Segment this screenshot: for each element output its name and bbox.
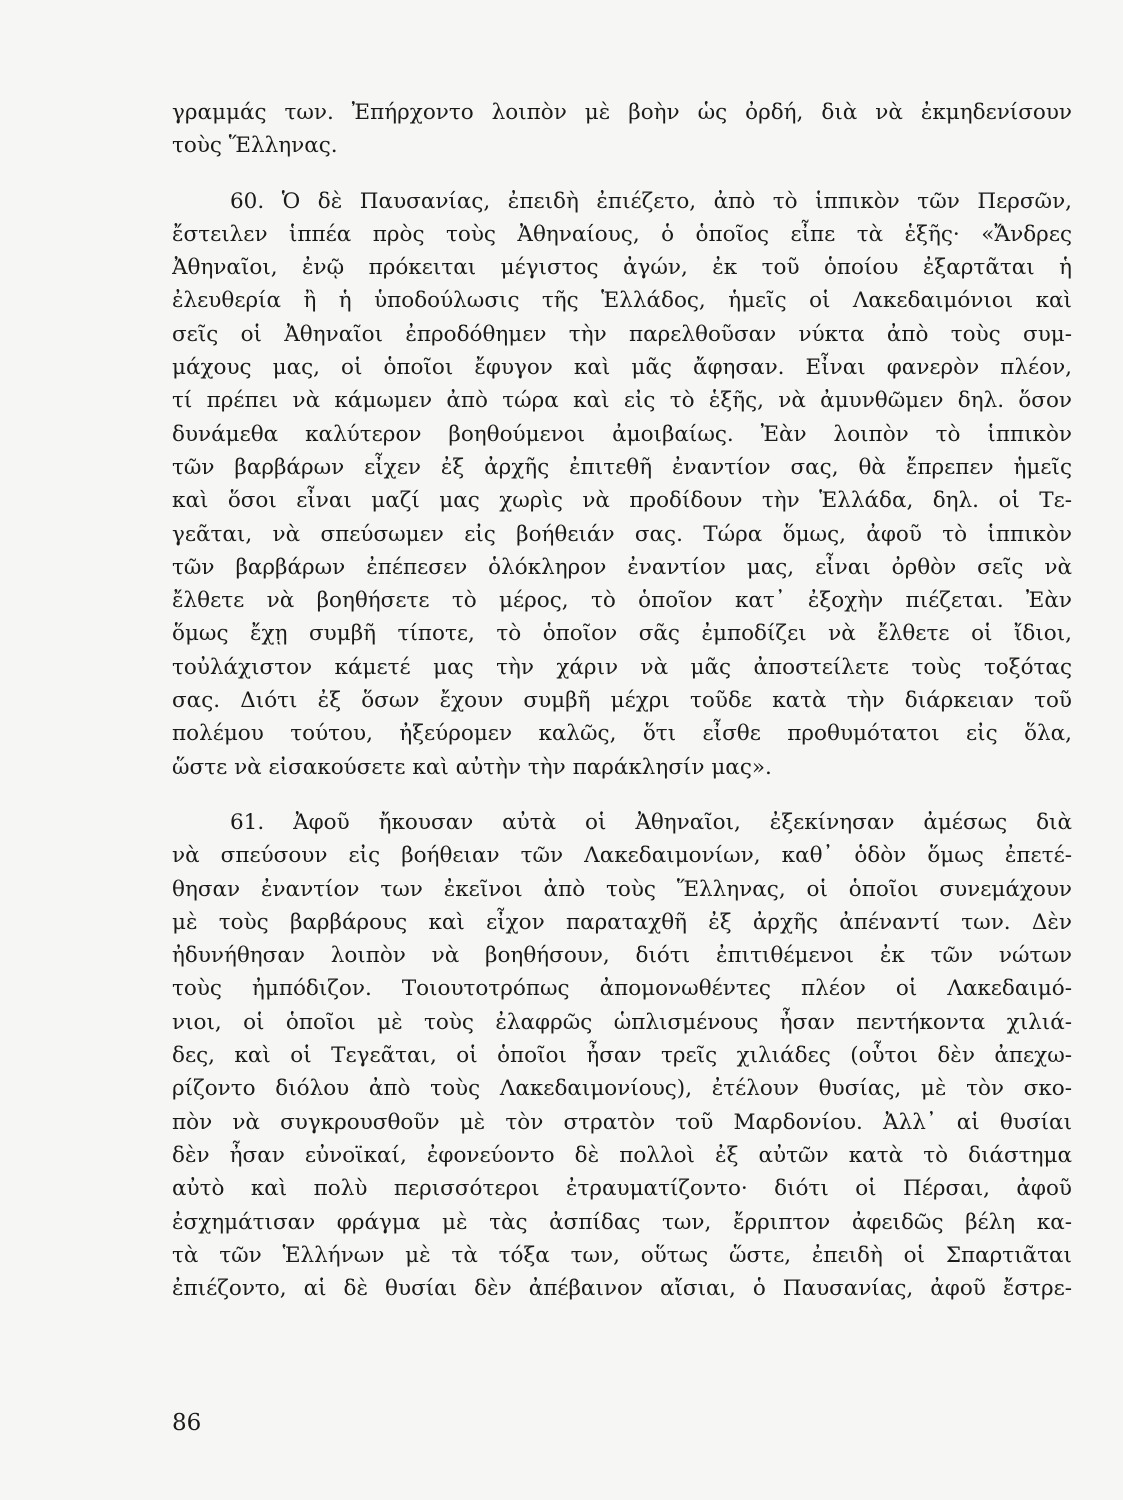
- text-line: ἐπιέζοντο, αἱ δὲ θυσίαι δὲν ἀπέβαινον αἴσιαι, ὁ Παυσανίας, ἀφοῦ ἔστρε-: [172, 1276, 1072, 1302]
- text-line: γεᾶται, νὰ σπεύσωμεν εἰς βοήθειάν σας. Τώρα ὅμως, ἀφοῦ τὸ ἱππικὸν: [172, 521, 1072, 547]
- text-line: τοὐλάχιστον κάμετέ μας τὴν χάριν νὰ μᾶς ἀποστείλετε τοὺς τοξότας: [172, 654, 1072, 680]
- text-line: τοὺς ἠμπόδιζον. Τοιουτοτρόπως ἀπομονωθέντες πλέον οἱ Λακεδαιμό-: [172, 976, 1072, 1002]
- text-line: ἔστειλεν ἱππέα πρὸς τοὺς Ἀθηναίους, ὁ ὁποῖος εἶπε τὰ ἑξῆς· «Ἄνδρες: [172, 221, 1072, 247]
- paragraph-continuation: [172, 96, 1072, 163]
- text-line: καὶ ὅσοι εἶναι μαζί μας χωρὶς νὰ προδίδουν τὴν Ἑλλάδα, δηλ. οἱ Τε-: [172, 488, 1072, 514]
- text-line: ὅμως ἔχῃ συμβῆ τίποτε, τὸ ὁποῖον σᾶς ἐμποδίζει νὰ ἔλθετε οἱ ἴδιοι,: [172, 621, 1072, 647]
- text-line: σας. Διότι ἐξ ὅσων ἔχουν συμβῆ μέχρι τοῦδε κατὰ τὴν διάρκειαν τοῦ: [172, 688, 1072, 714]
- paragraph-61: [172, 806, 1072, 1305]
- text-line: αὐτὸ καὶ πολὺ περισσότεροι ἐτραυματίζοντο· διότι οἱ Πέρσαι, ἀφοῦ: [172, 1176, 1072, 1202]
- paragraph-60: [172, 185, 1072, 784]
- text-line: νιοι, οἱ ὁποῖοι μὲ τοὺς ἐλαφρῶς ὡπλισμένους ἦσαν πεντήκοντα χιλιά-: [172, 1009, 1072, 1035]
- text-line: τί πρέπει νὰ κάμωμεν ἀπὸ τώρα καὶ εἰς τὸ ἑξῆς, νὰ ἀμυνθῶμεν δηλ. ὅσον: [172, 388, 1072, 414]
- text-line: ἠδυνήθησαν λοιπὸν νὰ βοηθήσουν, διότι ἐπιτιθέμενοι ἐκ τῶν νώτων: [172, 943, 1072, 969]
- text-line: 61. Ἀφοῦ ἤκουσαν αὐτὰ οἱ Ἀθηναῖοι, ἐξεκίνησαν ἀμέσως διὰ: [230, 809, 1072, 835]
- text-line: νὰ σπεύσουν εἰς βοήθειαν τῶν Λακεδαιμονίων, καθ᾽ ὁδὸν ὅμως ἐπετέ-: [172, 843, 1072, 869]
- text-line: δες, καὶ οἱ Τεγεᾶται, οἱ ὁποῖοι ἦσαν τρεῖς χιλιάδες (οὗτοι δὲν ἀπεχω-: [172, 1043, 1072, 1069]
- text-line: ἔλθετε νὰ βοηθήσετε τὸ μέρος, τὸ ὁποῖον κατ᾽ ἐξοχὴν πιέζεται. Ἐὰν: [172, 588, 1072, 614]
- text-line: τὰ τῶν Ἑλλήνων μὲ τὰ τόξα των, οὕτως ὥστε, ἐπειδὴ οἱ Σπαρτιᾶται: [172, 1242, 1072, 1268]
- text-line: δὲν ἦσαν εὐνοϊκαί, ἐφονεύοντο δὲ πολλοὶ ἐξ αὐτῶν κατὰ τὸ διάστημα: [172, 1142, 1072, 1168]
- text-line: πὸν νὰ συγκρουσθοῦν μὲ τὸν στρατὸν τοῦ Μαρδονίου. Ἀλλ᾽ αἱ θυσίαι: [172, 1109, 1072, 1135]
- text-line: θησαν ἐναντίον των ἐκεῖνοι ἀπὸ τοὺς Ἕλληνας, οἱ ὁποῖοι συνεμάχουν: [172, 876, 1072, 902]
- text-line: σεῖς οἱ Ἀθηναῖοι ἐπροδόθημεν τὴν παρελθοῦσαν νύκτα ἀπὸ τοὺς συμ-: [172, 321, 1072, 347]
- text-line: πολέμου τούτου, ἠξεύρομεν καλῶς, ὅτι εἶσθε προθυμότατοι εἰς ὅλα,: [172, 721, 1072, 747]
- text-line: 60. Ὁ δὲ Παυσανίας, ἐπειδὴ ἐπιέζετο, ἀπὸ τὸ ἱππικὸν τῶν Περσῶν,: [230, 188, 1072, 214]
- text-line: Ἀθηναῖοι, ἐνῷ πρόκειται μέγιστος ἀγών, ἐκ τοῦ ὁποίου ἐξαρτᾶται ἡ: [172, 255, 1072, 281]
- text-line: ἐλευθερία ἢ ἡ ὑποδούλωσις τῆς Ἑλλάδος, ἡμεῖς οἱ Λακεδαιμόνιοι καὶ: [172, 288, 1072, 314]
- text-line: τῶν βαρβάρων εἶχεν ἐξ ἀρχῆς ἐπιτεθῆ ἐναντίον σας, θὰ ἔπρεπεν ἡμεῖς: [172, 454, 1072, 480]
- text-line: ἐσχημάτισαν φράγμα μὲ τὰς ἀσπίδας των, ἔρριπτον ἀφειδῶς βέλη κα-: [172, 1209, 1072, 1235]
- text-line: τοὺς Ἕλληνας.: [172, 133, 338, 159]
- page-number: 86: [172, 1410, 202, 1436]
- body-text: [172, 96, 1072, 1305]
- text-line: ὥστε νὰ εἰσακούσετε καὶ αὐτὴν τὴν παράκλησίν μας».: [172, 754, 772, 780]
- text-line: τῶν βαρβάρων ἐπέπεσεν ὁλόκληρον ἐναντίον μας, εἶναι ὀρθὸν σεῖς νὰ: [172, 554, 1072, 580]
- text-line: γραμμάς των. Ἐπήρχοντο λοιπὸν μὲ βοὴν ὡς ὀρδή, διὰ νὰ ἐκμηδενίσουν: [172, 100, 1072, 125]
- text-line: δυνάμεθα καλύτερον βοηθούμενοι ἀμοιβαίως. Ἐὰν λοιπὸν τὸ ἱππικὸν: [172, 421, 1072, 447]
- text-line: ρίζοντο διόλου ἀπὸ τοὺς Λακεδαιμονίους), ἐτέλουν θυσίας, μὲ τὸν σκο-: [172, 1076, 1072, 1102]
- text-line: μὲ τοὺς βαρβάρους καὶ εἶχον παραταχθῆ ἐξ ἀρχῆς ἀπέναντί των. Δὲν: [172, 909, 1072, 935]
- text-line: μάχους μας, οἱ ὁποῖοι ἔφυγον καὶ μᾶς ἄφησαν. Εἶναι φανερὸν πλέον,: [172, 355, 1072, 381]
